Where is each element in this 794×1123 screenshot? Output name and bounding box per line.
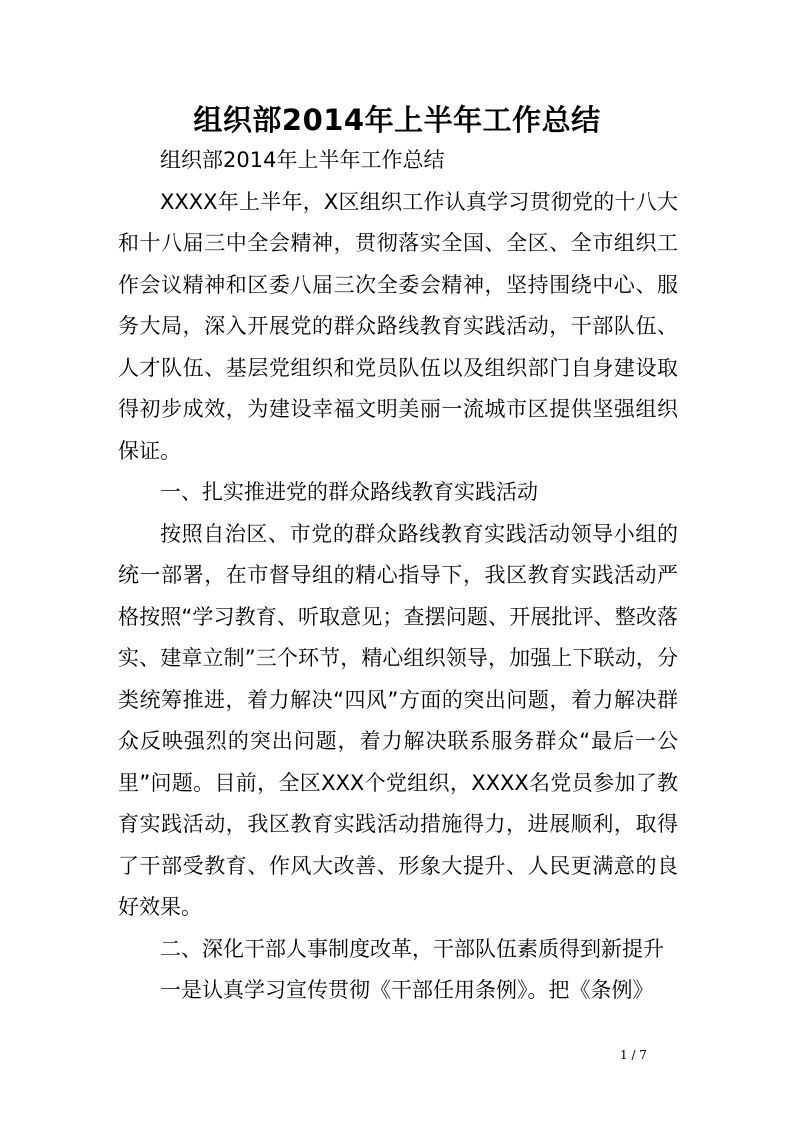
paragraph: XXXX年上半年，X区组织工作认真学习贯彻党的十八大和十八届三中全会精神，贯彻落实全国、全区、全市组织工作会议精神和区委八届三次全委会精神，坚持围绕中心、服务大局，深入开展党的群众路线教育实践活动，干部队伍、人才队伍、基层党组织和党员队伍以及组织部门自身建设取得初步成效，为建设幸福文明美丽一流城市区提供坚强组织保证。: [118, 189, 678, 463]
page-number: 1 / 7: [620, 1048, 647, 1062]
section-heading: 一、扎实推进党的群众路线教育实践活动: [160, 480, 538, 504]
paragraph: 按照自治区、市党的群众路线教育实践活动领导小组的统一部署，在市督导组的精心指导下，我区教育实践活动严格按照“学习教育、听取意见；查摆问题、开展批评、整改落实、建章立制”三个环节，精心组织领导，加强上下联动，分类统筹推进，着力解决“四风”方面的突出问题，着力解决群众反映强烈的突出问题，着力解决联系服务群众“最后一公里”问题。目前，全区XXX个党组织，XXXX名党员参加了教育实践活动，我区教育实践活动措施得力，进展顺利，取得了干部受教育、作风大改善、形象大提升、人民更满意的良好效果。: [118, 521, 678, 919]
paragraph: 一是认真学习宣传贯彻《干部任用条例》。把《条例》: [160, 978, 654, 1002]
paragraph: 组织部2014年上半年工作总结: [160, 148, 445, 172]
section-heading: 二、深化干部人事制度改革，干部队伍素质得到新提升: [160, 936, 664, 961]
document-body: [118, 140, 678, 1012]
document-title: 组织部2014年上半年工作总结: [193, 103, 601, 137]
